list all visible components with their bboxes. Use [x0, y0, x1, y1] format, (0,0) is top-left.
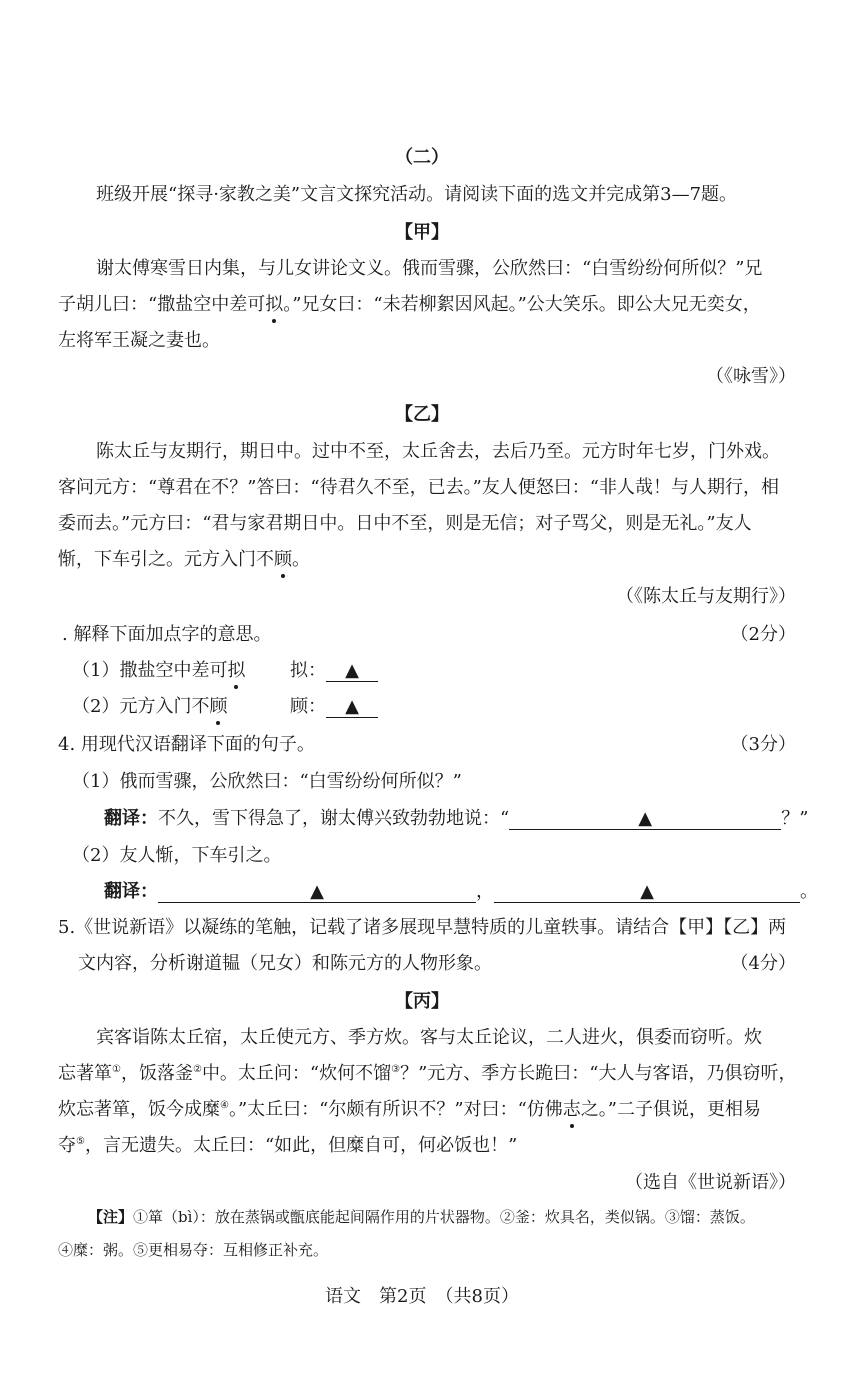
bing-line [58, 1095, 761, 1121]
q4-item-1: （1）俄而雪骤，公欣然曰：“白雪纷纷何所似？” [72, 771, 462, 792]
bing-line: 宾客诣陈太丘宿，太丘使元方、季方炊。客与太丘论议，二人进火，俱委而窃听。炊 [96, 1027, 762, 1048]
footnote-ref: ③ [391, 1064, 401, 1075]
jia-heading: 【甲】 [395, 222, 449, 243]
q3-item-text: （2）元方入门不 [72, 696, 210, 717]
q4-score: （3分） [730, 734, 796, 755]
dotted-char: 拟 [265, 290, 283, 316]
bing-heading: 【丙】 [395, 991, 449, 1012]
q3-item-1 [72, 656, 245, 682]
dotted-char: 顾 [274, 545, 292, 571]
translation-end: ？” [781, 808, 809, 829]
bing-source: （选自《世说新语》） [625, 1172, 796, 1193]
jia-text: 子胡儿曰：“撒盐空中差可 [58, 294, 266, 315]
note-text: ①箪（bì）：放在蒸锅或甑底能起间隔作用的片状器物。②釜：炊具名，类似锅。③馏：蒸饭。 [133, 1208, 755, 1226]
jia-source: （《咏雪》） [706, 366, 796, 387]
intro-text: 班级开展“探寻·家教之美”文言文探究活动。请阅读下面的选文并完成第3—7题。 [96, 184, 738, 205]
period: 。 [800, 881, 818, 902]
dotted-char: 志 [563, 1095, 581, 1121]
yi-line: 客问元方：“尊君在不？”答曰：“待君久不至，已去。”友人便怒曰：“非人哉！与人期行，相 [58, 477, 780, 498]
footnote-ref: ⑤ [76, 1136, 85, 1147]
blank-marker: ▲ [638, 808, 653, 829]
q5-line: 文内容，分析谢道韫（兄女）和陈元方的人物形象。 [78, 953, 492, 974]
blank-marker: ▲ [310, 881, 324, 902]
q4-translation-1 [104, 804, 808, 830]
jia-text: 。”兄女曰：“未若柳絮因风起。”公大笑乐。即公大兄无奕女， [283, 294, 761, 315]
note-line [88, 1206, 755, 1227]
answer-blank[interactable] [158, 882, 476, 903]
blank-marker: ▲ [640, 881, 654, 902]
yi-text: 。 [292, 549, 310, 570]
jia-line: 谢太傅寒雪日内集，与儿女讲论文义。俄而雪骤，公欣然曰：“白雪纷纷何所似？”兄 [96, 258, 763, 279]
q5-line: 5.《世说新语》以凝练的笔触，记载了诸多展现早慧特质的儿童轶事。请结合【甲】【乙】两 [58, 917, 787, 938]
q3-answer-1 [290, 656, 378, 682]
footnote-ref: ④ [220, 1100, 229, 1111]
bing-text: ？”元方、季方长跪曰：“大人与客语，乃俱窃听， [400, 1063, 797, 1084]
note-line: ④糜：粥。⑤更相易夺：互相修正补充。 [58, 1241, 329, 1259]
page-footer: 语文 第2页 （共8页） [325, 1286, 519, 1307]
q3-stem: . 解释下面加点字的意思。 [62, 624, 272, 645]
jia-line [58, 290, 761, 316]
bing-line [58, 1131, 517, 1157]
blank-marker: ▲ [345, 696, 359, 717]
bing-text: 之。”二子俱说，更相易 [580, 1099, 761, 1120]
q4-item-2: （2）友人惭，下车引之。 [72, 845, 282, 866]
bing-line [58, 1059, 797, 1085]
bing-text: 忘著箪 [58, 1063, 112, 1084]
translation-label: 翻译： [104, 881, 158, 902]
bing-text: 炊忘著箪，饭今成糜 [58, 1099, 220, 1120]
dotted-char: 顾 [209, 692, 227, 718]
answer-blank[interactable] [326, 697, 378, 718]
bing-text: 夺 [58, 1135, 76, 1156]
answer-label: 顾： [290, 696, 326, 717]
footnote-ref: ① [112, 1064, 121, 1075]
jia-line: 左将军王凝之妻也。 [58, 330, 220, 351]
comma: ， [476, 881, 494, 902]
footnote-ref: ② [192, 1064, 202, 1075]
bing-text: ，言无遗失。太丘曰：“如此，但糜自可，何必饭也！” [84, 1135, 518, 1156]
section-title: （二） [395, 147, 449, 168]
q3-score: （2分） [730, 624, 796, 645]
q4-translation-2 [104, 877, 818, 903]
q3-answer-2 [290, 692, 378, 718]
blank-marker: ▲ [345, 660, 359, 681]
q4-stem: 4. 用现代汉语翻译下面的句子。 [58, 734, 315, 755]
yi-source: （《陈太丘与友期行》） [616, 586, 796, 607]
yi-line: 委而去。”元方曰：“君与家君期日中。日中不至，则是无信；对子骂父，则是无礼。”友人 [58, 513, 752, 534]
translation-label: 翻译： [104, 808, 158, 829]
bing-text: 中。太丘问：“炊何不馏 [201, 1063, 392, 1084]
yi-line: 陈太丘与友期行，期日中。过中不至，太丘舍去，去后乃至。元方时年七岁，门外戏。 [96, 441, 780, 462]
yi-heading: 【乙】 [395, 404, 449, 425]
answer-blank[interactable] [326, 661, 378, 682]
yi-line [58, 545, 310, 571]
dotted-char: 拟 [227, 656, 245, 682]
q3-item-text: （1）撒盐空中差可 [72, 660, 228, 681]
q5-score: （4分） [730, 953, 796, 974]
answer-blank[interactable] [509, 809, 781, 830]
note-label: 【注】 [88, 1208, 134, 1226]
yi-text: 惭，下车引之。元方入门不 [58, 549, 274, 570]
translation-text: 不久，雪下得急了，谢太傅兴致勃勃地说：“ [158, 808, 510, 829]
answer-blank[interactable] [494, 882, 800, 903]
bing-text: ，饭落釜 [120, 1063, 193, 1084]
bing-text: 。”太丘曰：“尔颇有所识不？”对曰：“仿佛 [228, 1099, 563, 1120]
answer-label: 拟： [290, 660, 326, 681]
q3-item-2 [72, 692, 227, 718]
